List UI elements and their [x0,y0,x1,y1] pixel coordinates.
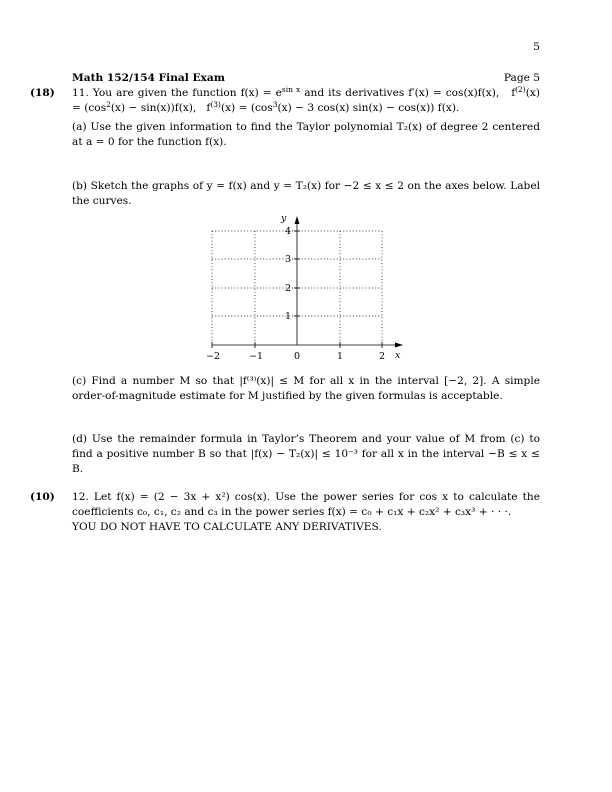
f-prime-formula: f′(x) = cos(x)f(x), [408,87,500,99]
y-axis-arrow [295,216,300,224]
problem-11-points: (18) [30,87,55,99]
y-tick-label: 4 [285,226,292,237]
x-axis-arrow [395,343,403,348]
y-tick-label: 1 [285,311,292,322]
sketch-axes [195,208,415,368]
part-a-text: (a) Use the given information to find the Taylor polynomial T₂(x) of degree 2 centered at a = 0 for the function f(x). [72,121,540,149]
problem-12-note: YOU DO NOT HAVE TO CALCULATE ANY DERIVATIVES. [72,521,382,533]
intro-lead: 11. You are given the function [72,87,241,99]
y-tick-label: 3 [285,254,292,265]
f3-cube: 3 [272,100,278,110]
x-axis-label: x [395,350,401,361]
x-tick-label: −1 [249,351,264,362]
part-d-text: (d) Use the remainder formula in Taylor’s Theorem and your value of M from (c) to find a positive number B so that |f(x) − T₂(x)| ≤ 10⁻³ for all x in the interval −B ≤ x ≤ B. [72,433,540,476]
x-tick-label: −2 [206,351,221,362]
problem-12-text: 12. Let f(x) = (2 − 3x + x²) cos(x). Use the power series for cos x to calculate the coefficients c₀, c₁, c₂ and c₃ in the power series f(x) = c₀ + c₁x + c₂x² + c₃x³ + · · ·. [72,491,540,519]
y-axis-label: y [281,213,287,224]
f3-rhs-start: (x) = (cos [220,102,273,115]
page-number: 5 [533,41,540,53]
f-definition: f(x) = e [240,87,282,99]
f2-rhs-end: (x) − sin(x))f(x), [110,102,197,115]
y-tick-label: 2 [285,283,292,294]
x-tick-label: 2 [379,351,386,362]
x-tick-label: 1 [337,351,344,362]
page-label: Page 5 [503,72,540,84]
problem-11-intro [72,86,540,116]
f3-order: (3) [210,100,221,110]
f3-symbol: f [206,102,211,115]
f2-order: (2) [515,85,526,94]
f2-square: 2 [106,100,111,110]
f2-rhs-start: (x) = (cos [72,87,540,115]
f2-symbol: f [511,87,516,99]
x-tick-label: 0 [294,351,301,362]
f3-rhs-end: (x) − 3 cos(x) sin(x) − cos(x)) f(x). [277,102,460,115]
f-exponent: sin x [281,85,301,94]
part-b-text: (b) Sketch the graphs of y = f(x) and y = T₂(x) for −2 ≤ x ≤ 2 on the axes below. Label the curves. [72,180,540,208]
exam-title: Math 152/154 Final Exam [72,72,225,84]
part-c-text: (c) Find a number M so that |f⁽³⁾(x)| ≤ M for all x in the interval [−2, 2]. A simple order-of-magnitude estimate for M justified by the given formulas is acceptable. [72,375,540,403]
problem-12-points: (10) [30,491,55,503]
and-derivatives-text: and its derivatives [300,87,409,99]
